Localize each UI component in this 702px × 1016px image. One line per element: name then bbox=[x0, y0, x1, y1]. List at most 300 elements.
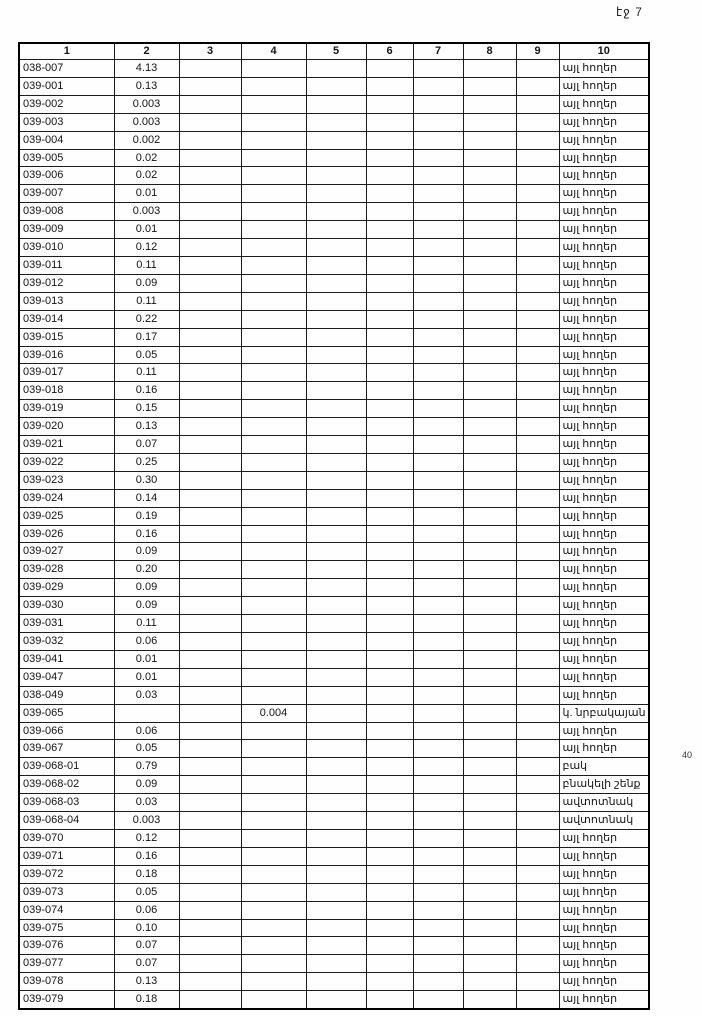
value-cell bbox=[179, 633, 241, 651]
parcel-code-cell: 039-018 bbox=[19, 382, 114, 400]
value-cell: 0.01 bbox=[114, 668, 179, 686]
value-cell bbox=[413, 60, 463, 78]
column-header: 2 bbox=[114, 43, 179, 60]
value-cell bbox=[306, 579, 366, 597]
value-cell bbox=[413, 221, 463, 239]
table-row bbox=[19, 937, 649, 955]
value-cell bbox=[241, 364, 306, 382]
value-cell bbox=[366, 310, 413, 328]
value-cell bbox=[241, 650, 306, 668]
value-cell: 0.003 bbox=[114, 812, 179, 830]
value-cell bbox=[179, 203, 241, 221]
value-cell bbox=[306, 847, 366, 865]
parcel-code-cell: 039-079 bbox=[19, 991, 114, 1009]
value-cell bbox=[241, 829, 306, 847]
value-cell bbox=[463, 525, 516, 543]
parcel-code-cell: 039-001 bbox=[19, 77, 114, 95]
value-cell bbox=[241, 686, 306, 704]
value-cell bbox=[179, 453, 241, 471]
value-cell bbox=[366, 704, 413, 722]
parcel-code-cell: 039-017 bbox=[19, 364, 114, 382]
parcel-code-cell: 039-013 bbox=[19, 292, 114, 310]
value-cell bbox=[179, 991, 241, 1009]
parcel-code-cell: 039-019 bbox=[19, 400, 114, 418]
value-cell bbox=[463, 973, 516, 991]
value-cell bbox=[413, 400, 463, 418]
value-cell bbox=[179, 740, 241, 758]
value-cell: 0.12 bbox=[114, 239, 179, 257]
value-cell bbox=[241, 579, 306, 597]
value-cell bbox=[306, 650, 366, 668]
value-cell bbox=[413, 776, 463, 794]
value-cell: 0.03 bbox=[114, 794, 179, 812]
value-cell bbox=[366, 794, 413, 812]
table-row bbox=[19, 668, 649, 686]
parcel-code-cell: 039-028 bbox=[19, 561, 114, 579]
value-cell bbox=[413, 453, 463, 471]
value-cell: 0.11 bbox=[114, 256, 179, 274]
value-cell: 0.07 bbox=[114, 937, 179, 955]
value-cell bbox=[114, 704, 179, 722]
land-use-cell: այլ հողեր bbox=[559, 131, 649, 149]
value-cell: 0.003 bbox=[114, 113, 179, 131]
value-cell bbox=[306, 937, 366, 955]
table-row bbox=[19, 328, 649, 346]
value-cell bbox=[306, 346, 366, 364]
value-cell bbox=[413, 722, 463, 740]
header-row bbox=[19, 43, 649, 60]
value-cell bbox=[413, 883, 463, 901]
value-cell bbox=[516, 400, 559, 418]
column-header: 4 bbox=[241, 43, 306, 60]
value-cell bbox=[306, 292, 366, 310]
value-cell bbox=[241, 221, 306, 239]
value-cell bbox=[413, 507, 463, 525]
parcel-code-cell: 039-025 bbox=[19, 507, 114, 525]
value-cell: 0.06 bbox=[114, 633, 179, 651]
table-body bbox=[19, 60, 649, 1010]
value-cell: 0.03 bbox=[114, 686, 179, 704]
value-cell bbox=[463, 776, 516, 794]
value-cell bbox=[516, 722, 559, 740]
value-cell bbox=[413, 95, 463, 113]
parcel-code-cell: 039-029 bbox=[19, 579, 114, 597]
value-cell: 0.05 bbox=[114, 740, 179, 758]
parcel-code-cell: 039-031 bbox=[19, 615, 114, 633]
value-cell bbox=[516, 346, 559, 364]
value-cell bbox=[306, 239, 366, 257]
value-cell bbox=[463, 883, 516, 901]
value-cell bbox=[241, 95, 306, 113]
value-cell: 0.05 bbox=[114, 883, 179, 901]
value-cell bbox=[306, 77, 366, 95]
value-cell bbox=[306, 113, 366, 131]
value-cell bbox=[241, 740, 306, 758]
value-cell bbox=[413, 847, 463, 865]
table-row bbox=[19, 203, 649, 221]
value-cell bbox=[241, 149, 306, 167]
table-row bbox=[19, 256, 649, 274]
value-cell bbox=[516, 991, 559, 1009]
column-header: 6 bbox=[366, 43, 413, 60]
value-cell bbox=[241, 60, 306, 78]
value-cell: 0.002 bbox=[114, 131, 179, 149]
value-cell bbox=[241, 471, 306, 489]
value-cell bbox=[463, 185, 516, 203]
table-row bbox=[19, 453, 649, 471]
value-cell bbox=[306, 418, 366, 436]
value-cell bbox=[179, 883, 241, 901]
land-use-cell: այլ հողեր bbox=[559, 167, 649, 185]
parcel-code-cell: 039-068-03 bbox=[19, 794, 114, 812]
value-cell bbox=[463, 901, 516, 919]
land-use-cell: այլ հողեր bbox=[559, 615, 649, 633]
value-cell bbox=[413, 149, 463, 167]
land-use-cell: այլ հողեր bbox=[559, 597, 649, 615]
margin-note: 40 bbox=[682, 750, 693, 760]
value-cell bbox=[306, 865, 366, 883]
value-cell bbox=[306, 436, 366, 454]
value-cell: 0.16 bbox=[114, 525, 179, 543]
value-cell bbox=[179, 865, 241, 883]
value-cell bbox=[463, 167, 516, 185]
value-cell bbox=[241, 973, 306, 991]
value-cell bbox=[306, 256, 366, 274]
value-cell bbox=[179, 60, 241, 78]
value-cell bbox=[366, 597, 413, 615]
value-cell bbox=[306, 758, 366, 776]
value-cell bbox=[413, 973, 463, 991]
land-use-cell: այլ հողեր bbox=[559, 937, 649, 955]
value-cell bbox=[516, 937, 559, 955]
value-cell bbox=[366, 919, 413, 937]
column-header: 10 bbox=[559, 43, 649, 60]
column-header: 5 bbox=[306, 43, 366, 60]
value-cell bbox=[366, 812, 413, 830]
parcel-code-cell: 039-002 bbox=[19, 95, 114, 113]
value-cell bbox=[179, 579, 241, 597]
table-row bbox=[19, 794, 649, 812]
table-row bbox=[19, 955, 649, 973]
value-cell bbox=[413, 167, 463, 185]
value-cell bbox=[463, 203, 516, 221]
value-cell bbox=[413, 633, 463, 651]
value-cell bbox=[366, 364, 413, 382]
value-cell bbox=[463, 292, 516, 310]
value-cell bbox=[366, 131, 413, 149]
value-cell: 0.13 bbox=[114, 973, 179, 991]
parcel-code-cell: 039-006 bbox=[19, 167, 114, 185]
value-cell bbox=[463, 436, 516, 454]
parcel-code-cell: 039-009 bbox=[19, 221, 114, 239]
land-use-cell: այլ հողեր bbox=[559, 436, 649, 454]
value-cell bbox=[241, 382, 306, 400]
value-cell bbox=[516, 310, 559, 328]
value-cell bbox=[516, 274, 559, 292]
land-use-cell: այլ հողեր bbox=[559, 292, 649, 310]
value-cell: 0.18 bbox=[114, 865, 179, 883]
parcel-code-cell: 039-010 bbox=[19, 239, 114, 257]
parcel-code-cell: 039-041 bbox=[19, 650, 114, 668]
value-cell bbox=[366, 436, 413, 454]
value-cell bbox=[463, 400, 516, 418]
value-cell bbox=[306, 274, 366, 292]
table-row bbox=[19, 615, 649, 633]
table-row bbox=[19, 776, 649, 794]
value-cell: 0.19 bbox=[114, 507, 179, 525]
column-header: 9 bbox=[516, 43, 559, 60]
value-cell bbox=[306, 561, 366, 579]
value-cell: 0.07 bbox=[114, 436, 179, 454]
value-cell: 0.06 bbox=[114, 722, 179, 740]
parcel-code-cell: 039-027 bbox=[19, 543, 114, 561]
value-cell bbox=[179, 794, 241, 812]
land-use-cell: այլ հողեր bbox=[559, 847, 649, 865]
value-cell bbox=[366, 633, 413, 651]
land-use-cell: ավտոտնակ bbox=[559, 794, 649, 812]
value-cell bbox=[306, 633, 366, 651]
value-cell bbox=[366, 274, 413, 292]
value-cell bbox=[366, 149, 413, 167]
value-cell bbox=[516, 919, 559, 937]
value-cell bbox=[306, 597, 366, 615]
value-cell: 0.003 bbox=[114, 203, 179, 221]
value-cell bbox=[413, 203, 463, 221]
value-cell bbox=[413, 829, 463, 847]
value-cell bbox=[366, 382, 413, 400]
value-cell: 0.13 bbox=[114, 77, 179, 95]
land-use-cell: այլ հողեր bbox=[559, 274, 649, 292]
parcel-code-cell: 039-047 bbox=[19, 668, 114, 686]
parcel-code-cell: 039-012 bbox=[19, 274, 114, 292]
value-cell bbox=[179, 686, 241, 704]
value-cell bbox=[179, 185, 241, 203]
value-cell bbox=[179, 382, 241, 400]
value-cell bbox=[413, 704, 463, 722]
value-cell: 0.02 bbox=[114, 149, 179, 167]
value-cell bbox=[463, 597, 516, 615]
value-cell bbox=[366, 525, 413, 543]
value-cell bbox=[366, 221, 413, 239]
table-row bbox=[19, 471, 649, 489]
parcel-code-cell: 039-030 bbox=[19, 597, 114, 615]
value-cell bbox=[516, 829, 559, 847]
table-row bbox=[19, 364, 649, 382]
value-cell bbox=[179, 149, 241, 167]
value-cell: 0.01 bbox=[114, 185, 179, 203]
value-cell bbox=[179, 615, 241, 633]
value-cell bbox=[463, 704, 516, 722]
value-cell: 0.07 bbox=[114, 955, 179, 973]
value-cell bbox=[516, 650, 559, 668]
value-cell bbox=[241, 167, 306, 185]
value-cell bbox=[366, 418, 413, 436]
value-cell: 0.16 bbox=[114, 382, 179, 400]
value-cell bbox=[463, 382, 516, 400]
value-cell bbox=[241, 561, 306, 579]
table-row bbox=[19, 991, 649, 1009]
parcel-code-cell: 039-023 bbox=[19, 471, 114, 489]
land-use-cell: այլ հողեր bbox=[559, 829, 649, 847]
land-use-cell: այլ հողեր bbox=[559, 256, 649, 274]
value-cell bbox=[241, 203, 306, 221]
value-cell: 0.09 bbox=[114, 274, 179, 292]
land-use-cell: այլ հողեր bbox=[559, 865, 649, 883]
parcel-code-cell: 039-067 bbox=[19, 740, 114, 758]
parcel-code-cell: 039-070 bbox=[19, 829, 114, 847]
table-row bbox=[19, 847, 649, 865]
value-cell bbox=[241, 113, 306, 131]
value-cell bbox=[463, 615, 516, 633]
value-cell bbox=[516, 776, 559, 794]
value-cell bbox=[516, 883, 559, 901]
value-cell: 0.01 bbox=[114, 650, 179, 668]
value-cell bbox=[179, 274, 241, 292]
value-cell bbox=[179, 507, 241, 525]
value-cell bbox=[413, 239, 463, 257]
value-cell bbox=[306, 829, 366, 847]
land-use-cell: այլ հողեր bbox=[559, 740, 649, 758]
value-cell bbox=[241, 758, 306, 776]
value-cell bbox=[463, 794, 516, 812]
value-cell bbox=[463, 579, 516, 597]
value-cell bbox=[241, 418, 306, 436]
value-cell bbox=[241, 543, 306, 561]
value-cell bbox=[306, 507, 366, 525]
value-cell bbox=[306, 131, 366, 149]
value-cell bbox=[516, 525, 559, 543]
value-cell bbox=[516, 740, 559, 758]
value-cell bbox=[516, 597, 559, 615]
value-cell bbox=[463, 60, 516, 78]
value-cell bbox=[413, 525, 463, 543]
value-cell bbox=[366, 973, 413, 991]
value-cell bbox=[463, 77, 516, 95]
value-cell bbox=[516, 794, 559, 812]
value-cell: 0.11 bbox=[114, 292, 179, 310]
value-cell: 0.06 bbox=[114, 901, 179, 919]
value-cell bbox=[516, 579, 559, 597]
value-cell bbox=[241, 597, 306, 615]
value-cell bbox=[241, 239, 306, 257]
value-cell bbox=[179, 561, 241, 579]
table-row bbox=[19, 829, 649, 847]
table-row bbox=[19, 310, 649, 328]
value-cell bbox=[306, 489, 366, 507]
parcel-code-cell: 039-068-04 bbox=[19, 812, 114, 830]
value-cell bbox=[516, 955, 559, 973]
value-cell bbox=[463, 758, 516, 776]
value-cell bbox=[306, 60, 366, 78]
value-cell bbox=[516, 382, 559, 400]
value-cell: 0.14 bbox=[114, 489, 179, 507]
value-cell: 0.17 bbox=[114, 328, 179, 346]
value-cell bbox=[463, 346, 516, 364]
value-cell bbox=[516, 758, 559, 776]
value-cell bbox=[306, 471, 366, 489]
value-cell bbox=[179, 77, 241, 95]
table-row bbox=[19, 149, 649, 167]
value-cell bbox=[366, 722, 413, 740]
parcel-code-cell: 038-049 bbox=[19, 686, 114, 704]
value-cell bbox=[366, 668, 413, 686]
value-cell bbox=[366, 615, 413, 633]
value-cell bbox=[306, 919, 366, 937]
value-cell bbox=[413, 185, 463, 203]
value-cell bbox=[306, 310, 366, 328]
value-cell bbox=[413, 740, 463, 758]
value-cell bbox=[463, 149, 516, 167]
table-row bbox=[19, 382, 649, 400]
table-row bbox=[19, 489, 649, 507]
value-cell bbox=[463, 221, 516, 239]
value-cell bbox=[241, 525, 306, 543]
value-cell bbox=[366, 507, 413, 525]
parcel-code-cell: 039-014 bbox=[19, 310, 114, 328]
value-cell bbox=[241, 185, 306, 203]
value-cell bbox=[463, 328, 516, 346]
value-cell: 0.01 bbox=[114, 221, 179, 239]
column-header: 7 bbox=[413, 43, 463, 60]
value-cell bbox=[179, 310, 241, 328]
value-cell bbox=[366, 60, 413, 78]
land-use-cell: այլ հողեր bbox=[559, 400, 649, 418]
value-cell bbox=[516, 149, 559, 167]
table-row bbox=[19, 131, 649, 149]
value-cell bbox=[366, 686, 413, 704]
land-use-cell: այլ հողեր bbox=[559, 471, 649, 489]
value-cell bbox=[306, 955, 366, 973]
land-use-cell: ավտոտնակ bbox=[559, 812, 649, 830]
land-use-cell: այլ հողեր bbox=[559, 668, 649, 686]
table-row bbox=[19, 597, 649, 615]
land-use-cell: այլ հողեր bbox=[559, 113, 649, 131]
value-cell bbox=[306, 615, 366, 633]
value-cell bbox=[516, 167, 559, 185]
land-use-cell: այլ հողեր bbox=[559, 901, 649, 919]
value-cell bbox=[413, 937, 463, 955]
land-use-cell: այլ հողեր bbox=[559, 310, 649, 328]
value-cell bbox=[516, 561, 559, 579]
value-cell bbox=[241, 722, 306, 740]
value-cell bbox=[241, 776, 306, 794]
value-cell bbox=[366, 489, 413, 507]
value-cell bbox=[179, 955, 241, 973]
value-cell bbox=[241, 274, 306, 292]
value-cell bbox=[413, 686, 463, 704]
table-row bbox=[19, 239, 649, 257]
value-cell bbox=[516, 865, 559, 883]
value-cell: 0.16 bbox=[114, 847, 179, 865]
value-cell bbox=[241, 131, 306, 149]
value-cell: 0.10 bbox=[114, 919, 179, 937]
value-cell bbox=[463, 561, 516, 579]
value-cell bbox=[241, 507, 306, 525]
value-cell bbox=[516, 668, 559, 686]
value-cell: 0.18 bbox=[114, 991, 179, 1009]
value-cell bbox=[463, 507, 516, 525]
value-cell bbox=[413, 668, 463, 686]
value-cell bbox=[241, 633, 306, 651]
value-cell bbox=[306, 543, 366, 561]
value-cell bbox=[516, 328, 559, 346]
land-use-cell: այլ հողեր bbox=[559, 525, 649, 543]
value-cell bbox=[516, 812, 559, 830]
land-use-cell: այլ հողեր bbox=[559, 418, 649, 436]
value-cell bbox=[463, 95, 516, 113]
value-cell: 4.13 bbox=[114, 60, 179, 78]
value-cell bbox=[366, 865, 413, 883]
